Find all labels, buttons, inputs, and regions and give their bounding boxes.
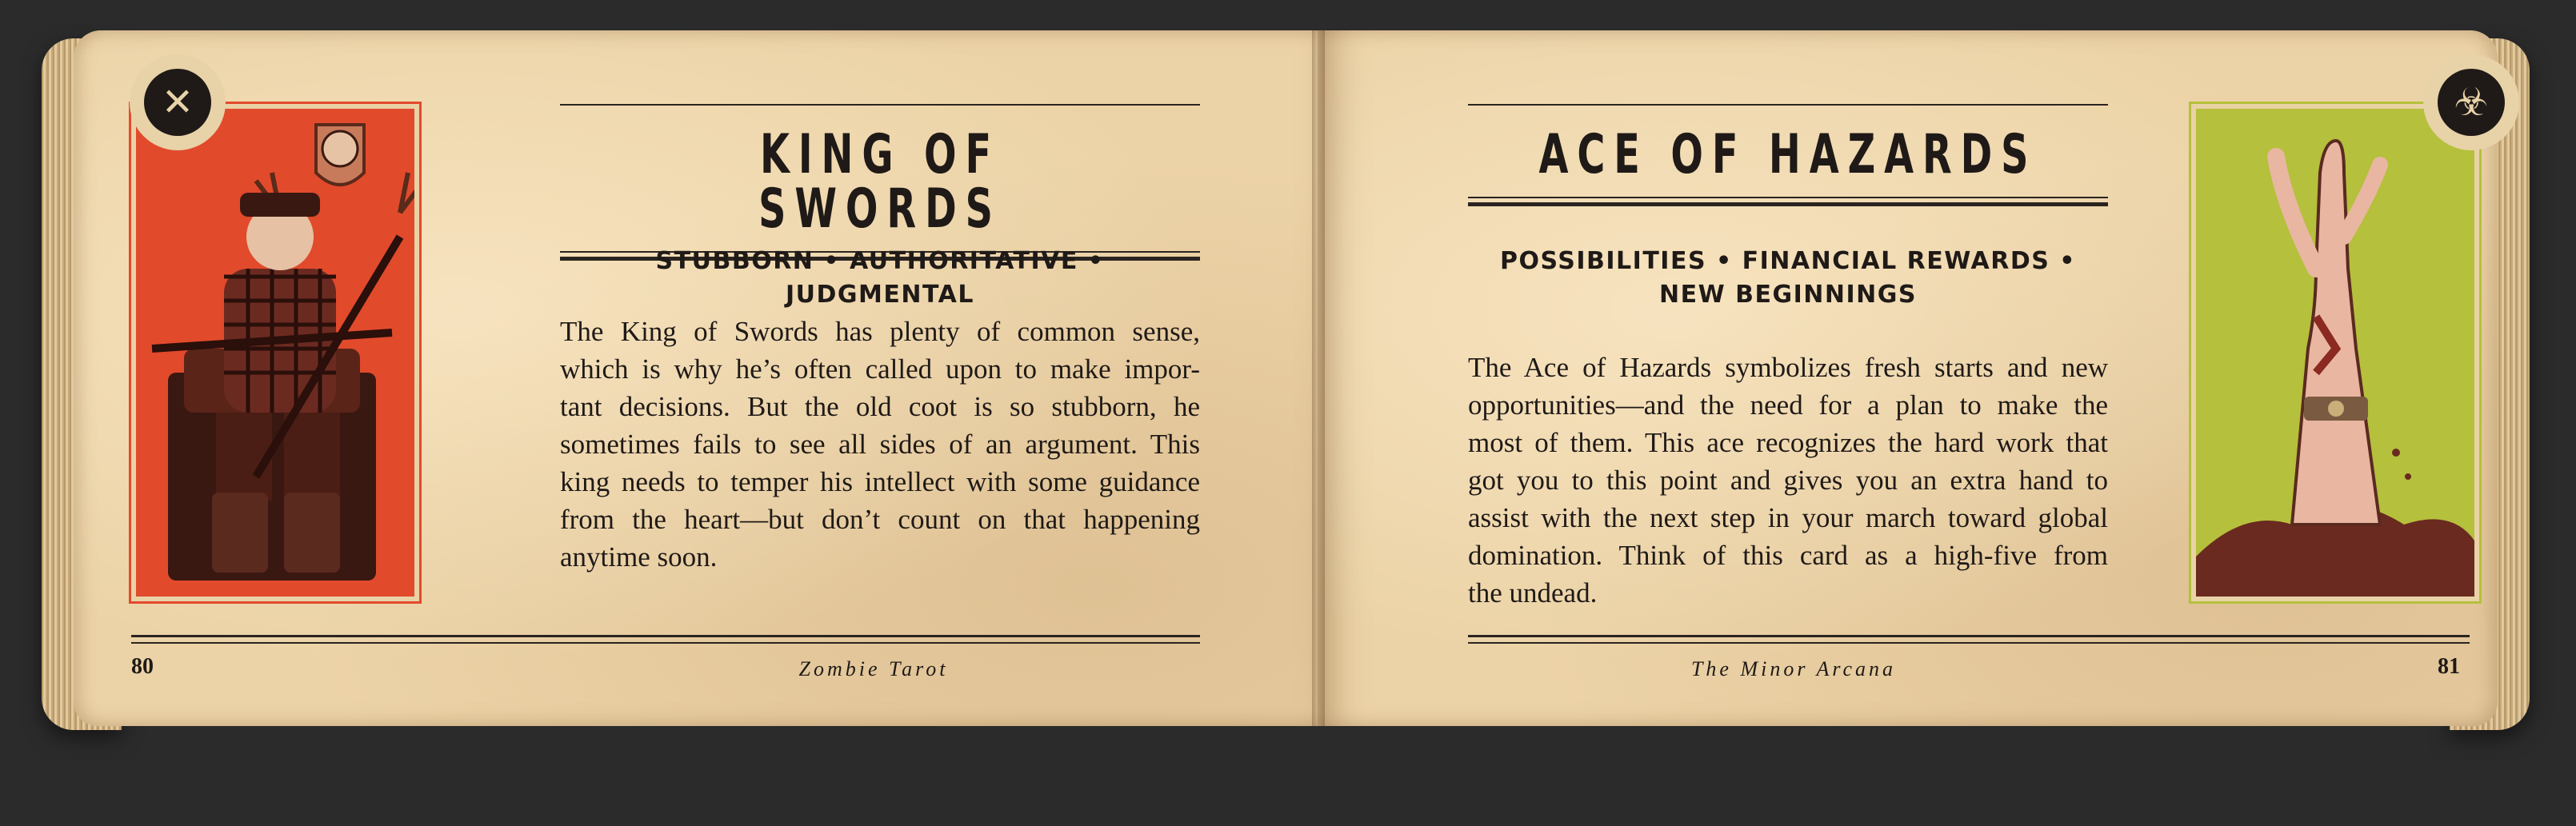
page-number: 80 [131,654,154,679]
description-line: sometimes fails to see all sides of an argument. This [560,429,1200,460]
left-page [74,30,1350,726]
description-line: assist with the next step in your march toward global [1468,502,2108,533]
description-line: most of them. This ace recognizes the hard work that [1468,427,2108,458]
emblem-left [130,54,226,150]
right-title-block [1468,104,2108,206]
footer-rule [131,635,1200,644]
king-of-swords-card [131,104,419,601]
left-title-block [560,104,1200,261]
book-gutter [1312,30,1325,726]
right-page [1318,30,2498,726]
description-line: from the heart—but don’t count on that happening [560,504,1200,535]
running-title: Zombie Tarot [798,657,949,680]
keywords [1468,245,2108,312]
crossed-swords-icon: ✕ [144,69,211,136]
description-line: The Ace of Hazards symbolizes fresh starts and new [1468,352,2108,383]
card-description [1468,349,2108,612]
description-line: got you to this point and gives you an extra hand to [1468,465,2108,496]
title-rule-mid [1468,197,2108,198]
keywords-line: POSSIBILITIES • FINANCIAL REWARDS • [1500,247,2076,275]
footer-rule [1468,635,2470,644]
description-line: The King of Swords has plenty of common sense, [560,316,1200,347]
ace-of-hazards-card [2191,104,2479,601]
card-description [560,313,1200,576]
description-line: anytime soon. [560,541,718,573]
keywords: STUBBORN • AUTHORITATIVE • JUDGMENTAL [655,247,1105,309]
running-title: The Minor Arcana [1690,657,1897,680]
biohazard-icon: ☣ [2438,69,2505,136]
description-line: tant decisions. But the old coot is so stubborn, he [560,391,1200,422]
page-title: ACE OF HAZARDS [1538,123,2038,186]
description-line: the undead. [1468,577,1598,609]
ace-of-hazards-illustration [2196,109,2474,597]
title-rule-bottom [1468,202,2108,206]
description-line: opportunities—and the need for a plan to make the [1468,389,2108,421]
open-book [42,30,2530,730]
description-line: king needs to temper his intellect with some guidance [560,466,1200,497]
description-line: domination. Think of this card as a high-five from [1468,540,2108,571]
description-line: which is why he’s often called upon to make impor- [560,353,1200,385]
keywords-line: NEW BEGINNINGS [1659,281,1917,309]
emblem-right [2423,54,2519,150]
page-title: KING OF SWORDS [758,123,1002,241]
king-of-swords-illustration [136,109,414,597]
page-number: 81 [2438,654,2460,679]
